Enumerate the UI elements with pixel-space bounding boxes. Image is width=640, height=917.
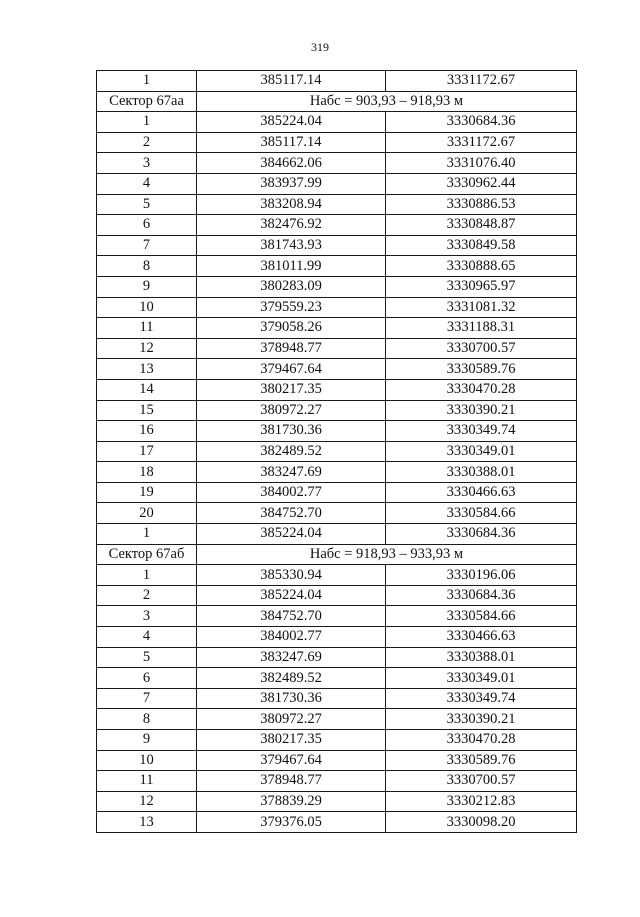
x-coordinate-cell: 385117.14 [197,132,386,153]
table-row [97,379,577,400]
table-row [97,194,577,215]
table-row [97,503,577,524]
y-coordinate-cell: 3330470.28 [386,730,577,751]
y-coordinate-cell: 3330965.97 [386,276,577,297]
table-row [97,112,577,133]
y-coordinate-cell: 3330470.28 [386,379,577,400]
table-row [97,750,577,771]
table-row [97,359,577,380]
y-coordinate-cell: 3330589.76 [386,359,577,380]
x-coordinate-cell: 382476.92 [197,215,386,236]
section-header-row [97,91,577,112]
y-coordinate-cell: 3330849.58 [386,235,577,256]
x-coordinate-cell: 385117.14 [197,71,386,92]
point-number-cell: 4 [97,173,197,194]
point-number-cell: 3 [97,606,197,627]
y-coordinate-cell: 3331172.67 [386,71,577,92]
x-coordinate-cell: 384002.77 [197,627,386,648]
x-coordinate-cell: 384752.70 [197,606,386,627]
point-number-cell: 15 [97,400,197,421]
x-coordinate-cell: 382489.52 [197,668,386,689]
point-number-cell: 11 [97,771,197,792]
point-number-cell: 3 [97,153,197,174]
x-coordinate-cell: 381730.36 [197,421,386,442]
y-coordinate-cell: 3330390.21 [386,709,577,730]
table-row [97,606,577,627]
x-coordinate-cell: 384662.06 [197,153,386,174]
x-coordinate-cell: 378948.77 [197,771,386,792]
y-coordinate-cell: 3330684.36 [386,585,577,606]
table-row [97,441,577,462]
point-number-cell: 6 [97,668,197,689]
point-number-cell: 5 [97,194,197,215]
table-row [97,482,577,503]
table-row [97,647,577,668]
table-row [97,338,577,359]
y-coordinate-cell: 3330349.01 [386,441,577,462]
y-coordinate-cell: 3330700.57 [386,771,577,792]
point-number-cell: 16 [97,421,197,442]
table-row [97,812,577,833]
x-coordinate-cell: 380972.27 [197,709,386,730]
table-row [97,215,577,236]
point-number-cell: 8 [97,709,197,730]
x-coordinate-cell: 381011.99 [197,256,386,277]
x-coordinate-cell: 379058.26 [197,318,386,339]
table-row [97,585,577,606]
y-coordinate-cell: 3330700.57 [386,338,577,359]
table-row [97,668,577,689]
x-coordinate-cell: 379467.64 [197,359,386,380]
table-row [97,297,577,318]
y-coordinate-cell: 3330684.36 [386,524,577,545]
table-row [97,153,577,174]
x-coordinate-cell: 385224.04 [197,585,386,606]
section-name: Сектор 67аа [97,91,197,112]
x-coordinate-cell: 385224.04 [197,524,386,545]
y-coordinate-cell: 3330888.65 [386,256,577,277]
table-row [97,318,577,339]
y-coordinate-cell: 3331081.32 [386,297,577,318]
x-coordinate-cell: 379559.23 [197,297,386,318]
table-row [97,400,577,421]
y-coordinate-cell: 3331188.31 [386,318,577,339]
y-coordinate-cell: 3330196.06 [386,565,577,586]
section-header-row [97,544,577,565]
x-coordinate-cell: 379376.05 [197,812,386,833]
point-number-cell: 9 [97,730,197,751]
y-coordinate-cell: 3330098.20 [386,812,577,833]
point-number-cell: 1 [97,524,197,545]
x-coordinate-cell: 379467.64 [197,750,386,771]
point-number-cell: 17 [97,441,197,462]
x-coordinate-cell: 383208.94 [197,194,386,215]
table-row [97,235,577,256]
point-number-cell: 1 [97,112,197,133]
y-coordinate-cell: 3330212.83 [386,791,577,812]
page-number: 319 [311,40,329,54]
x-coordinate-cell: 381730.36 [197,688,386,709]
section-name: Сектор 67аб [97,544,197,565]
y-coordinate-cell: 3330584.66 [386,503,577,524]
point-number-cell: 13 [97,812,197,833]
x-coordinate-cell: 383247.69 [197,462,386,483]
point-number-cell: 2 [97,132,197,153]
table-row [97,276,577,297]
point-number-cell: 6 [97,215,197,236]
y-coordinate-cell: 3330584.66 [386,606,577,627]
coordinates-table [96,70,577,833]
point-number-cell: 12 [97,791,197,812]
point-number-cell: 14 [97,379,197,400]
x-coordinate-cell: 378948.77 [197,338,386,359]
y-coordinate-cell: 3330466.63 [386,482,577,503]
coordinates-table-body [97,71,577,833]
x-coordinate-cell: 378839.29 [197,791,386,812]
table-row [97,688,577,709]
point-number-cell: 7 [97,688,197,709]
section-elevation-range: Набс = 918,93 – 933,93 м [197,544,577,565]
x-coordinate-cell: 380283.09 [197,276,386,297]
table-row [97,256,577,277]
y-coordinate-cell: 3330589.76 [386,750,577,771]
y-coordinate-cell: 3330848.87 [386,215,577,236]
y-coordinate-cell: 3330349.01 [386,668,577,689]
point-number-cell: 13 [97,359,197,380]
x-coordinate-cell: 380217.35 [197,730,386,751]
x-coordinate-cell: 384002.77 [197,482,386,503]
table-row [97,462,577,483]
table-row [97,730,577,751]
point-number-cell: 2 [97,585,197,606]
x-coordinate-cell: 380217.35 [197,379,386,400]
x-coordinate-cell: 385330.94 [197,565,386,586]
table-row [97,71,577,92]
y-coordinate-cell: 3330349.74 [386,688,577,709]
point-number-cell: 18 [97,462,197,483]
point-number-cell: 10 [97,750,197,771]
table-row [97,565,577,586]
y-coordinate-cell: 3330466.63 [386,627,577,648]
point-number-cell: 9 [97,276,197,297]
point-number-cell: 4 [97,627,197,648]
x-coordinate-cell: 382489.52 [197,441,386,462]
point-number-cell: 8 [97,256,197,277]
y-coordinate-cell: 3331076.40 [386,153,577,174]
x-coordinate-cell: 381743.93 [197,235,386,256]
table-row [97,771,577,792]
point-number-cell: 1 [97,565,197,586]
y-coordinate-cell: 3330886.53 [386,194,577,215]
table-row [97,627,577,648]
table-row [97,709,577,730]
y-coordinate-cell: 3330962.44 [386,173,577,194]
point-number-cell: 12 [97,338,197,359]
point-number-cell: 11 [97,318,197,339]
point-number-cell: 19 [97,482,197,503]
point-number-cell: 1 [97,71,197,92]
x-coordinate-cell: 383247.69 [197,647,386,668]
point-number-cell: 20 [97,503,197,524]
section-elevation-range: Набс = 903,93 – 918,93 м [197,91,577,112]
y-coordinate-cell: 3330684.36 [386,112,577,133]
y-coordinate-cell: 3330388.01 [386,462,577,483]
x-coordinate-cell: 380972.27 [197,400,386,421]
y-coordinate-cell: 3330388.01 [386,647,577,668]
x-coordinate-cell: 385224.04 [197,112,386,133]
table-row [97,791,577,812]
y-coordinate-cell: 3331172.67 [386,132,577,153]
x-coordinate-cell: 383937.99 [197,173,386,194]
table-row [97,524,577,545]
table-row [97,132,577,153]
table-row [97,421,577,442]
point-number-cell: 7 [97,235,197,256]
x-coordinate-cell: 384752.70 [197,503,386,524]
point-number-cell: 10 [97,297,197,318]
y-coordinate-cell: 3330349.74 [386,421,577,442]
table-row [97,173,577,194]
y-coordinate-cell: 3330390.21 [386,400,577,421]
point-number-cell: 5 [97,647,197,668]
